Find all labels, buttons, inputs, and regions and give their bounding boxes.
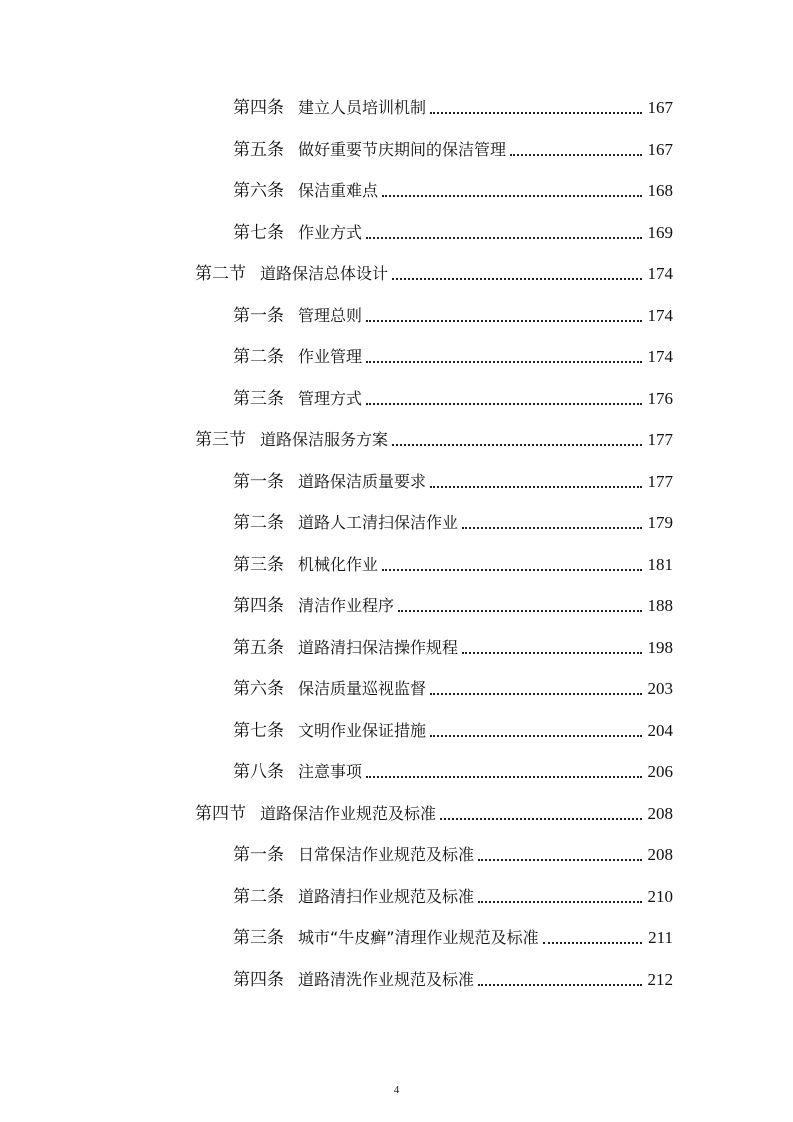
toc-entry-title: 道路清洗作业规范及标准 [298, 969, 475, 989]
toc-entry [233, 754, 673, 782]
dot-leader [430, 735, 642, 737]
dot-leader [478, 984, 642, 986]
toc-entry-page: 211 [648, 928, 673, 947]
toc-entry [233, 90, 673, 118]
toc-section-page: 174 [647, 264, 673, 283]
toc-entry-number: 第七条 [233, 222, 284, 243]
toc-entry-page: 174 [647, 305, 673, 325]
toc-entry-title: 管理方式 [298, 388, 363, 408]
toc-entry-page: 181 [647, 554, 673, 574]
toc-entry-page: 208 [647, 845, 673, 864]
toc-entry-number: 第七条 [233, 720, 284, 741]
toc-entry [233, 547, 673, 575]
toc-entry-title: 做好重要节庆期间的保洁管理 [298, 139, 507, 159]
toc-entry-title: 作业管理 [298, 347, 363, 366]
toc-entry [233, 837, 673, 865]
toc-entry-page: 168 [647, 181, 673, 200]
dot-leader [366, 776, 642, 778]
toc-entry-number: 第二条 [233, 513, 284, 533]
toc-entry-page: 169 [647, 222, 673, 242]
toc-entry-title: 日常保洁作业规范及标准 [298, 845, 475, 864]
toc-section-title: 道路保洁服务方案 [260, 430, 389, 449]
toc-entry-title: 道路保洁质量要求 [298, 471, 427, 491]
toc-entry-title: 管理总则 [298, 305, 363, 325]
toc-entry [233, 215, 673, 243]
toc-entry [233, 879, 673, 907]
toc-entry-number: 第五条 [233, 139, 284, 160]
toc-entry [233, 132, 673, 160]
toc-entry-number: 第四条 [233, 596, 284, 616]
toc-entry [233, 630, 673, 658]
toc-entry [233, 339, 673, 367]
toc-entry-title: 道路清扫保洁操作规程 [298, 637, 459, 657]
toc-entry-number: 第一条 [233, 845, 284, 865]
dot-leader [510, 154, 642, 156]
toc-entry-number: 第四条 [233, 98, 284, 118]
dot-leader [478, 859, 642, 861]
toc-entry [233, 464, 673, 492]
toc-entry-page: 167 [647, 139, 673, 159]
toc-entry-page: 177 [647, 471, 673, 491]
dot-leader [382, 195, 642, 197]
toc-entry-title: 机械化作业 [298, 554, 379, 574]
toc-entry-number: 第六条 [233, 181, 284, 201]
toc-entry-title: 城市“牛皮癣”清理作业规范及标准 [298, 928, 539, 947]
toc-entry-title: 建立人员培训机制 [298, 98, 427, 117]
toc-section-title: 道路保洁作业规范及标准 [260, 803, 437, 823]
dot-leader [430, 693, 642, 695]
toc-entry-number: 第二条 [233, 886, 284, 907]
toc-entry-page: 210 [647, 886, 673, 906]
page-number: 4 [393, 1084, 400, 1096]
toc-section [195, 796, 673, 824]
dot-leader [462, 652, 642, 654]
dot-leader [462, 527, 642, 529]
toc-entry-number: 第四条 [233, 969, 284, 990]
toc-section-number: 第三节 [195, 430, 246, 450]
dot-leader [430, 112, 642, 114]
toc-entry-number: 第五条 [233, 637, 284, 658]
toc-entry-page: 204 [647, 720, 673, 740]
toc-entry-number: 第二条 [233, 347, 284, 367]
dot-leader [440, 818, 642, 820]
dot-leader [366, 361, 642, 363]
toc-section-page: 208 [647, 803, 673, 823]
toc-section-number: 第二节 [195, 264, 246, 284]
toc-entry-number: 第三条 [233, 388, 284, 409]
toc-section [195, 256, 673, 284]
toc-entry-title: 道路清扫作业规范及标准 [298, 886, 475, 906]
toc-entry-page: 179 [647, 513, 673, 532]
toc-entry-number: 第六条 [233, 679, 284, 699]
dot-leader [366, 403, 642, 405]
toc-entry [233, 920, 673, 948]
toc-entry [233, 505, 673, 533]
dot-leader [366, 237, 642, 239]
toc-entry-title: 作业方式 [298, 222, 363, 242]
toc-entry-title: 保洁质量巡视监督 [298, 679, 427, 698]
toc-entry-page: 176 [647, 388, 673, 408]
toc-entry [233, 962, 673, 990]
toc-entry-number: 第一条 [233, 305, 284, 326]
toc-entry-page: 212 [647, 969, 673, 989]
toc-entry-page: 188 [647, 596, 673, 615]
toc-entry-title: 注意事项 [298, 762, 363, 781]
toc-entry-number: 第三条 [233, 554, 284, 575]
toc-entry-page: 198 [647, 637, 673, 657]
toc-entry-title: 道路人工清扫保洁作业 [298, 513, 459, 532]
toc-entry-page: 174 [647, 347, 673, 366]
dot-leader [382, 569, 642, 571]
toc-entry-page: 203 [647, 679, 673, 698]
toc-entry [233, 381, 673, 409]
dot-leader [392, 278, 642, 280]
dot-leader [366, 320, 642, 322]
toc-entry-number: 第三条 [233, 928, 284, 948]
toc-entry-number: 第八条 [233, 762, 284, 782]
dot-leader [478, 901, 642, 903]
toc-entry [233, 671, 673, 699]
toc-entry-number: 第一条 [233, 471, 284, 492]
dot-leader [392, 444, 642, 446]
toc-entry-title: 保洁重难点 [298, 181, 379, 200]
dot-leader [543, 942, 642, 944]
toc-entry [233, 298, 673, 326]
dot-leader [430, 486, 642, 488]
toc-entry-title: 文明作业保证措施 [298, 720, 427, 740]
toc-section-title: 道路保洁总体设计 [260, 264, 389, 283]
toc-entry-page: 206 [647, 762, 673, 781]
toc-entry-title: 清洁作业程序 [298, 596, 395, 615]
toc-entry [233, 588, 673, 616]
toc-section [195, 422, 673, 450]
dot-leader [398, 610, 642, 612]
toc-section-page: 177 [647, 430, 673, 449]
toc-section-number: 第四节 [195, 803, 246, 824]
toc-entry [233, 713, 673, 741]
toc-entry-page: 167 [647, 98, 673, 117]
toc-entry [233, 173, 673, 201]
